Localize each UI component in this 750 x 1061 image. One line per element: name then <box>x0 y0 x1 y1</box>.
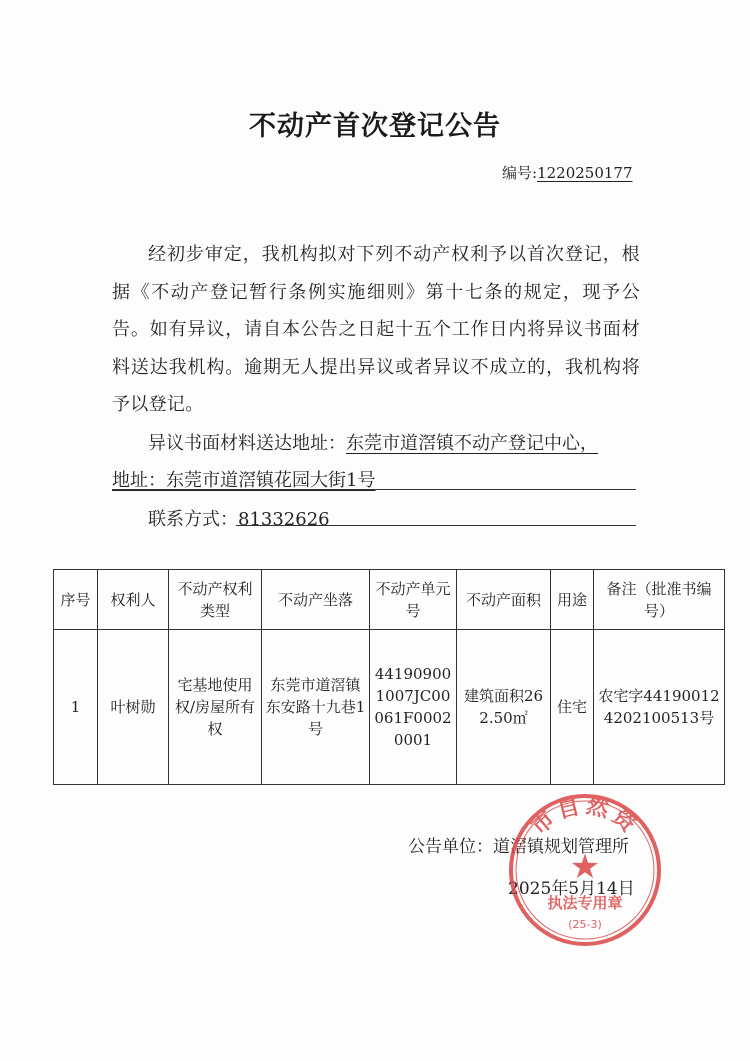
header-cell: 备注（批准书编号） <box>594 570 725 630</box>
svg-text:市自然资: 市自然资 <box>526 792 644 841</box>
page-title: 不动产首次登记公告 <box>249 111 501 142</box>
registration-table <box>53 569 725 785</box>
header-cell: 不动产权利类型 <box>169 570 262 630</box>
doc-number-value: 1220250177 <box>537 164 633 182</box>
svg-text:执法专用章: 执法专用章 <box>547 894 623 912</box>
table-cell: 1 <box>54 630 98 785</box>
header-cell: 用途 <box>551 570 594 630</box>
doc-number-label: 编号: <box>502 164 538 182</box>
table-cell: 宅基地使用权/房屋所有权 <box>169 630 262 785</box>
address-value: 东莞市道滘镇花园大街1号 <box>166 470 376 491</box>
address-label: 地址： <box>112 470 166 491</box>
table-cell: 农宅字441900124202100513号 <box>594 630 725 785</box>
objection-recipient: 东莞市道滘镇不动产登记中心， <box>346 433 598 454</box>
svg-text:(25-3): (25-3) <box>568 918 602 931</box>
header-cell: 不动产坐落 <box>262 570 370 630</box>
official-seal <box>505 790 665 950</box>
table-row <box>54 630 725 785</box>
header-cell: 权利人 <box>98 570 169 630</box>
table-cell: 441909001007JC00061F00020001 <box>370 630 457 785</box>
address-underline <box>112 489 636 490</box>
announcement-date: 2025年5月14日 <box>508 879 635 899</box>
contact-line <box>148 505 330 531</box>
objection-label: 异议书面材料送达地址： <box>148 433 346 454</box>
doc-number <box>502 162 633 183</box>
table-cell: 叶树勋 <box>98 630 169 785</box>
table-cell: 住宅 <box>551 630 594 785</box>
objection-address-line <box>148 429 598 455</box>
contact-value: 81332626 <box>238 509 330 530</box>
unit-label: 公告单位： <box>408 837 493 857</box>
body-paragraph: 经初步审定，我机构拟对下列不动产权利予以首次登记，根据《不动产登记暂行条例实施细则》第十七条的规定，现予公告。如有异议，请自本公告之日起十五个工作日内将异议书面材料送达我机构。逾期无人提出异议或者异议不成立的，我机构将予以登记。 <box>112 244 640 415</box>
table-header-row <box>54 570 725 630</box>
table-cell: 建筑面积262.50㎡ <box>457 630 551 785</box>
unit-name: 道滘镇规划管理所 <box>493 837 629 857</box>
contact-underline <box>236 525 636 526</box>
table-cell: 东莞市道滘镇东安路十九巷1号 <box>262 630 370 785</box>
header-cell: 序号 <box>54 570 98 630</box>
header-cell: 不动产面积 <box>457 570 551 630</box>
contact-label: 联系方式： <box>148 509 238 530</box>
svg-text:★: ★ <box>569 847 601 887</box>
header-cell: 不动产单元号 <box>370 570 457 630</box>
